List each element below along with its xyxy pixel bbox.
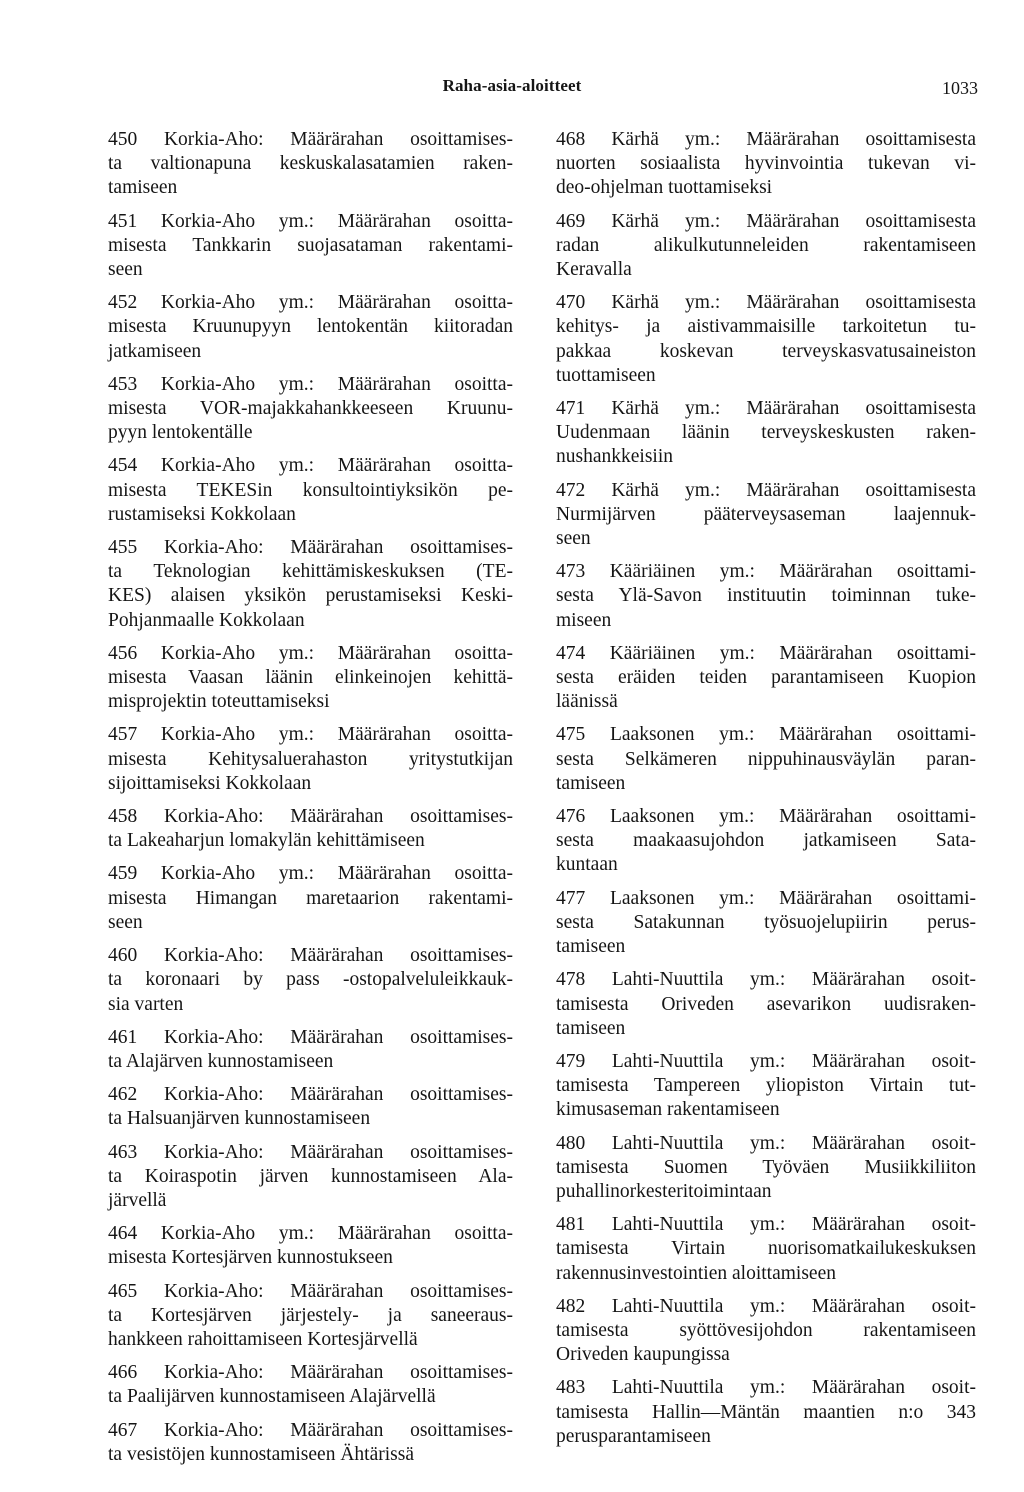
entry-line: Nurmijärven pääterveysaseman laajennuk-	[556, 503, 976, 525]
motion-entry-466	[108, 1361, 513, 1409]
entry-line: 464 Korkia-Aho ym.: Määrärahan osoitta-	[108, 1223, 513, 1245]
entry-line: kuntaan	[556, 854, 618, 876]
entry-line: 477 Laaksonen ym.: Määrärahan osoittami-	[556, 887, 976, 909]
entry-line: ta koronaari by pass -ostopalveluleikkauk-	[108, 969, 513, 991]
entry-line: KES) alaisen yksikön perustamiseksi Keski-	[108, 585, 513, 607]
entry-line: misesta VOR-majakkahankkeeseen Kruunu-	[108, 398, 513, 420]
entry-line: miseen	[556, 609, 612, 631]
entry-line: 459 Korkia-Aho ym.: Määrärahan osoitta-	[108, 863, 513, 885]
motion-entry-462	[108, 1083, 513, 1131]
entry-line: tamisesta Virtain nuorisomatkailukeskuksen	[556, 1238, 976, 1260]
entry-line: 458 Korkia-Aho: Määrärahan osoittamises-	[108, 806, 513, 828]
entry-line: misprojektin toteuttamiseksi	[108, 691, 330, 713]
entry-line: sesta eräiden teiden parantamiseen Kuopion	[556, 667, 976, 689]
motion-entry-452	[108, 291, 513, 364]
entry-line: 453 Korkia-Aho ym.: Määrärahan osoitta-	[108, 373, 513, 395]
motion-entry-458	[108, 805, 513, 853]
entry-line: deo-ohjelman tuottamiseksi	[556, 177, 773, 199]
entry-line: 455 Korkia-Aho: Määrärahan osoittamises-	[108, 537, 513, 559]
left-column	[108, 128, 513, 1476]
entry-line: tamiseen	[556, 936, 626, 958]
entry-line: 479 Lahti-Nuuttila ym.: Määrärahan osoit-	[556, 1050, 976, 1072]
motion-entry-453	[108, 373, 513, 446]
entry-line: 475 Laaksonen ym.: Määrärahan osoittami-	[556, 724, 976, 746]
entry-line: ta valtionapuna keskuskalasatamien raken-	[108, 153, 513, 175]
entry-line: tamiseen	[108, 177, 178, 199]
entry-line: kimusaseman rakentamiseen	[556, 1099, 780, 1121]
entry-line: 454 Korkia-Aho ym.: Määrärahan osoitta-	[108, 455, 513, 477]
motion-entry-482	[556, 1295, 976, 1368]
entry-line: 460 Korkia-Aho: Määrärahan osoittamises-	[108, 945, 513, 967]
motion-entry-473	[556, 560, 976, 633]
right-column	[556, 128, 976, 1458]
entry-line: jatkamiseen	[108, 340, 202, 362]
motion-entry-476	[556, 805, 976, 878]
entry-line: Pohjanmaalle Kokkolaan	[108, 609, 305, 631]
entry-line: 482 Lahti-Nuuttila ym.: Määrärahan osoit-	[556, 1295, 976, 1317]
entry-line: ta Teknologian kehittämiskeskuksen (TE-	[108, 561, 513, 583]
entry-line: seen	[556, 528, 591, 550]
motion-entry-478	[556, 968, 976, 1041]
entry-line: tamisesta syöttövesijohdon rakentamiseen	[556, 1319, 976, 1341]
motion-entry-483	[556, 1376, 976, 1449]
motion-entry-456	[108, 642, 513, 715]
entry-line: ta vesistöjen kunnostamiseen Ähtärissä	[108, 1443, 414, 1465]
entry-line: Uudenmaan läänin terveyskeskusten raken-	[556, 422, 976, 444]
running-header-title: Raha-asia-aloitteet	[442, 76, 582, 95]
entry-line: ta Halsuanjärven kunnostamiseen	[108, 1108, 371, 1130]
entry-line: tamisesta Tampereen yliopiston Virtain tut-	[556, 1075, 976, 1097]
entry-line: 483 Lahti-Nuuttila ym.: Määrärahan osoit-	[556, 1377, 976, 1399]
page-number: 1033	[942, 78, 978, 98]
entry-line: misesta TEKESin konsultointiyksikön pe-	[108, 479, 513, 501]
motion-entry-455	[108, 536, 513, 633]
entry-line: ta Paalijärven kunnostamiseen Alajärvellä	[108, 1386, 436, 1408]
entry-line: sesta Selkämeren nippuhinausväylän paran-	[556, 748, 976, 770]
entry-line: tuottamiseen	[556, 364, 656, 386]
motion-entry-474	[556, 642, 976, 715]
entry-line: 456 Korkia-Aho ym.: Määrärahan osoitta-	[108, 642, 513, 664]
entry-line: 476 Laaksonen ym.: Määrärahan osoittami-	[556, 806, 976, 828]
motion-entry-457	[108, 723, 513, 796]
entry-line: 472 Kärhä ym.: Määrärahan osoittamisesta	[556, 479, 976, 501]
motion-entry-465	[108, 1280, 513, 1353]
entry-line: tamiseen	[556, 1017, 626, 1039]
entry-line: 474 Kääriäinen ym.: Määrärahan osoittami-	[556, 642, 976, 664]
entry-line: 469 Kärhä ym.: Määrärahan osoittamisesta	[556, 210, 976, 232]
entry-line: Oriveden kaupungissa	[556, 1344, 730, 1366]
motion-entry-464	[108, 1222, 513, 1270]
entry-line: järvellä	[108, 1189, 167, 1211]
entry-line: tamisesta Hallin—Mäntän maantien n:o 343	[556, 1401, 976, 1423]
entry-line: 461 Korkia-Aho: Määrärahan osoittamises-	[108, 1026, 513, 1048]
motion-entry-479	[556, 1050, 976, 1123]
motion-entry-463	[108, 1141, 513, 1214]
motion-entry-467	[108, 1419, 513, 1467]
entry-line: 478 Lahti-Nuuttila ym.: Määrärahan osoit-	[556, 969, 976, 991]
entry-line: tamisesta Oriveden asevarikon uudisraken-	[556, 993, 976, 1015]
motion-entry-475	[556, 723, 976, 796]
entry-line: misesta Himangan maretaarion rakentami-	[108, 887, 513, 909]
entry-line: nushankkeisiin	[556, 446, 673, 468]
entry-line: ta Koiraspotin järven kunnostamiseen Ala-	[108, 1165, 513, 1187]
motion-entry-454	[108, 454, 513, 527]
entry-line: ta Lakeaharjun lomakylän kehittämiseen	[108, 830, 425, 852]
motion-entry-470	[556, 291, 976, 388]
entry-line: 465 Korkia-Aho: Määrärahan osoittamises-	[108, 1280, 513, 1302]
entry-line: perusparantamiseen	[556, 1425, 711, 1447]
entry-line: läänissä	[556, 691, 618, 713]
entry-line: 480 Lahti-Nuuttila ym.: Määrärahan osoit-	[556, 1132, 976, 1154]
entry-line: misesta Kortesjärven kunnostukseen	[108, 1247, 393, 1269]
entry-line: radan alikulkutunneleiden rakentamiseen	[556, 234, 976, 256]
motion-entry-459	[108, 862, 513, 935]
entry-line: puhallinorkesteritoimintaan	[556, 1180, 772, 1202]
entry-line: 481 Lahti-Nuuttila ym.: Määrärahan osoit-	[556, 1214, 976, 1236]
entry-line: 457 Korkia-Aho ym.: Määrärahan osoitta-	[108, 724, 513, 746]
entry-line: pakkaa koskevan terveyskasvatusaineiston	[556, 340, 976, 362]
entry-line: sia varten	[108, 993, 184, 1015]
entry-line: tamiseen	[556, 772, 626, 794]
motion-entry-477	[556, 887, 976, 960]
entry-line: 473 Kääriäinen ym.: Määrärahan osoittami-	[556, 561, 976, 583]
entry-line: ta Kortesjärven järjestely- ja saneeraus-	[108, 1304, 513, 1326]
entry-line: misesta Kruunupyyn lentokentän kiitoradan	[108, 316, 513, 338]
entry-line: 466 Korkia-Aho: Määrärahan osoittamises-	[108, 1362, 513, 1384]
entry-line: 470 Kärhä ym.: Määrärahan osoittamisesta	[556, 292, 976, 314]
motion-entry-461	[108, 1026, 513, 1074]
motion-entry-471	[556, 397, 976, 470]
entry-line: 471 Kärhä ym.: Määrärahan osoittamisesta	[556, 398, 976, 420]
entry-line: 452 Korkia-Aho ym.: Määrärahan osoitta-	[108, 292, 513, 314]
entry-line: Keravalla	[556, 259, 632, 281]
entry-line: 451 Korkia-Aho ym.: Määrärahan osoitta-	[108, 210, 513, 232]
motion-entry-472	[556, 479, 976, 552]
entry-line: sijoittamiseksi Kokkolaan	[108, 772, 312, 794]
entry-line: 450 Korkia-Aho: Määrärahan osoittamises-	[108, 129, 513, 150]
entry-line: kehitys- ja aistivammaisille tarkoitetun tu-	[556, 316, 976, 338]
entry-line: 462 Korkia-Aho: Määrärahan osoittamises-	[108, 1084, 513, 1106]
entry-line: ta Alajärven kunnostamiseen	[108, 1050, 334, 1072]
entry-line: rakennusinvestointien aloittamiseen	[556, 1262, 836, 1284]
entry-line: 468 Kärhä ym.: Määrärahan osoittamisesta	[556, 129, 976, 150]
motion-entry-469	[556, 210, 976, 283]
motion-entry-480	[556, 1132, 976, 1205]
entry-line: 463 Korkia-Aho: Määrärahan osoittamises-	[108, 1141, 513, 1163]
entry-line: sesta maakaasujohdon jatkamiseen Sata-	[556, 830, 976, 852]
entry-line: misesta Kehitysaluerahaston yritystutkijan	[108, 748, 513, 770]
entry-line: pyyn lentokentälle	[108, 422, 253, 444]
entry-line: hankkeen rahoittamiseen Kortesjärvellä	[108, 1328, 418, 1350]
motion-entry-460	[108, 944, 513, 1017]
motion-entry-451	[108, 210, 513, 283]
entry-line: misesta Vaasan läänin elinkeinojen kehittä-	[108, 667, 513, 689]
motion-entry-468	[556, 128, 976, 201]
entry-line: sesta Ylä-Savon instituutin toiminnan tuke-	[556, 585, 976, 607]
entry-line: misesta Tankkarin suojasataman rakentami-	[108, 234, 513, 256]
entry-line: tamisesta Suomen Työväen Musiikkiliiton	[556, 1156, 976, 1178]
entry-line: 467 Korkia-Aho: Määrärahan osoittamises-	[108, 1419, 513, 1441]
entry-line: seen	[108, 911, 143, 933]
motion-entry-450	[108, 128, 513, 201]
entry-line: nuorten sosiaalista hyvinvointia tukevan vi-	[556, 153, 976, 175]
motion-entry-481	[556, 1213, 976, 1286]
entry-line: seen	[108, 259, 143, 281]
entry-line: sesta Satakunnan työsuojelupiirin perus-	[556, 911, 976, 933]
entry-line: rustamiseksi Kokkolaan	[108, 503, 296, 525]
